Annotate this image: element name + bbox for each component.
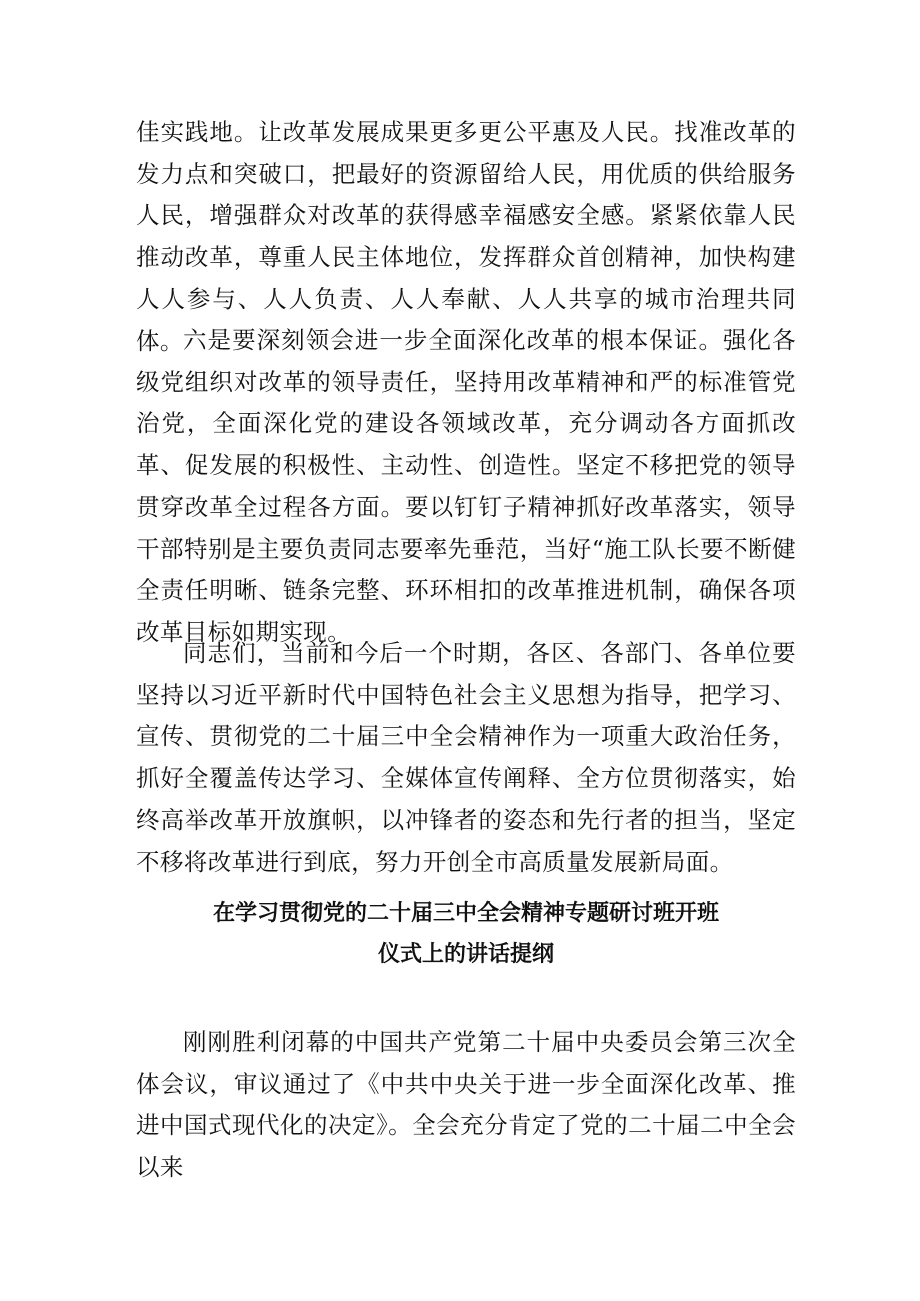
article-title-line-1: 在学习贯彻党的二十届三中全会精神专题研讨班开班 — [212, 901, 719, 926]
paragraph-intro: 刚刚胜利闭幕的中国共产党第二十届中央委员会第三次全体会议，审议通过了《中共中央关于进一步全面深化改革、推进中国式现代化的决定》。全会充分肯定了党的二十届二中全会以来 — [136, 1028, 796, 1182]
paragraph-closing: 同志们，当前和今后一个时期，各区、各部门、各单位要坚持以习近平新时代中国特色社会主义思想为指导，把学习、宣传、贯彻党的二十届三中全会精神作为一项重大政治任务，抓好全覆盖传达学习、全媒体宣传阐释、全方位贯彻落实，始终高举改革开放旗帜，以冲锋者的姿态和先行者的担当，坚定不移将改革进行到底，努力开创全市高质量发展新局面。 — [136, 639, 796, 876]
paragraph-point-six: 六是要深刻领会进一步全面深化改革的根本保证。强化各级党组织对改革的领导责任，坚持用改革精神和严的标准管党治党，全面深化党的建设各领域改革，充分调动各方面抓改革、促发展的积极性、主动性、创造性。坚定不移把党的领导贯穿改革全过程各方面。要以钉钉子精神抓好改革落实，领导干部特别是主要负责同志要率先垂范，当好“施工队长要不断健全责任明晰、链条完整、环环相扣的改革推进机制，确保各项改革目标如期实现。 — [136, 326, 796, 646]
paragraph-continuation: 佳实践地。让改革发展成果更多更公平惠及人民。找准改革的发力点和突破口，把最好的资源留给人民，用优质的供给服务人民，增强群众对改革的获得感幸福感安全感。紧紧依靠人民推动改革，尊重人民主体地位，发挥群众首创精神，加快构建人人参与、人人负责、人人奉献、人人共享的城市治理共同体。 — [136, 118, 796, 355]
article-title-line-2: 仪式上的讲话提纲 — [377, 942, 554, 967]
